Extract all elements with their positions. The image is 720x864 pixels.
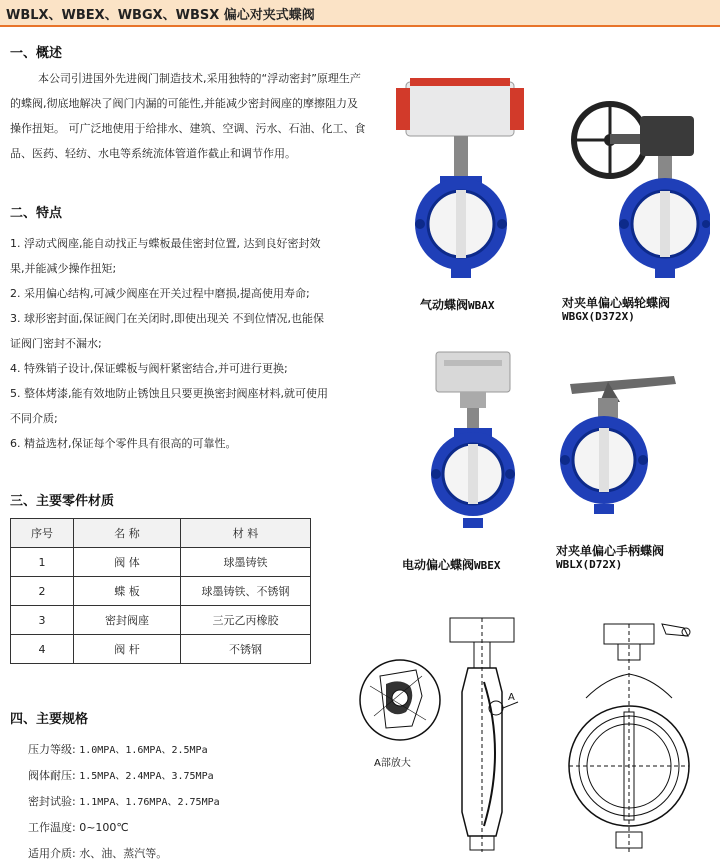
table-row (11, 577, 311, 606)
materials-title: 三、主要零件材质 (10, 494, 115, 509)
spec-seal-test (28, 793, 220, 809)
detail-a-drawing (356, 656, 446, 774)
product-model: WBEX (474, 559, 501, 572)
spec-pressure-class (28, 741, 208, 757)
spec-label: 压力等级: (28, 743, 76, 756)
overview-title: 一、概述 (10, 46, 63, 61)
specs-title: 四、主要规格 (10, 712, 89, 727)
cell-name: 阀 体 (74, 548, 181, 577)
page-header (0, 0, 720, 26)
hand-lever-valve-image (548, 368, 688, 524)
feature-line: 1. 浮动式阀座,能自动找正与蝶板最佳密封位置, 达到良好密封效 (10, 237, 321, 250)
feature-line: 3. 球形密封面,保证阀门在关闭时,即使出现关 不到位情况,也能保 (10, 312, 324, 325)
cell-material: 球墨铸铁 (181, 548, 311, 577)
cell-no: 2 (11, 577, 74, 606)
spec-value: 1.1MPA、1.76MPA、2.75MPa (79, 797, 220, 808)
product-name: 对夹单偏心手柄蝶阀 (556, 544, 665, 558)
features-list (10, 231, 382, 456)
feature-line: 5. 整体烤漆,能有效地防止锈蚀且只要更换密封阀座材料,就可使用 (10, 387, 328, 400)
cell-no: 3 (11, 606, 74, 635)
section-marker: A (508, 692, 515, 703)
cell-name: 蝶 板 (74, 577, 181, 606)
feature-line: 不同介质; (10, 412, 58, 425)
overview-line: 本公司引进国外先进阀门制造技术,采用独特的“浮动密封”原理生产 (38, 72, 361, 85)
spec-label: 密封试验: (28, 795, 76, 808)
product-caption-hand-lever (556, 544, 664, 572)
spec-label: 适用介质: (28, 847, 76, 860)
worm-gear-valve-image (570, 96, 710, 282)
product-model: WBAX (468, 299, 495, 312)
table-header-row (11, 519, 311, 548)
overview-line: 操作扭矩。 可广泛地使用于给排水、建筑、空调、污水、石油、化工、食 (10, 122, 366, 135)
feature-line: 2. 采用偏心结构,可减少阀座在开关过程中磨损,提高使用寿命; (10, 287, 310, 300)
spec-label: 工作温度: (28, 821, 76, 834)
pneumatic-valve-image (396, 72, 526, 282)
cell-name: 阀 杆 (74, 635, 181, 664)
spec-value: 水、油、蒸汽等。 (79, 847, 168, 860)
product-model: WBGX(D372X) (562, 310, 635, 323)
materials-table (10, 518, 311, 664)
feature-line: 6. 精益选材,保证每个零件具有很高的可靠性。 (10, 437, 237, 450)
spec-label: 阀体耐压: (28, 769, 76, 782)
cell-material: 不锈钢 (181, 635, 311, 664)
side-section-drawing (440, 612, 550, 860)
product-name: 气动蝶阀 (420, 298, 469, 312)
cell-material: 球墨铸铁、不锈钢 (181, 577, 311, 606)
product-caption-worm-gear (562, 296, 670, 324)
spec-media (28, 845, 167, 861)
electric-valve-image (420, 346, 530, 540)
feature-line: 果,并能减少操作扭矩; (10, 262, 117, 275)
spec-value: 1.5MPA、2.4MPA、3.75MPa (79, 771, 214, 782)
column-header-material: 材 料 (181, 519, 311, 548)
overview-text (10, 66, 382, 166)
product-model: WBLX(D72X) (556, 558, 623, 571)
header-underline (0, 25, 720, 27)
product-name: 电动偏心蝶阀 (402, 558, 475, 572)
spec-value: 0~100℃ (79, 821, 129, 834)
table-row (11, 548, 311, 577)
feature-line: 4. 特殊销子设计,保证蝶板与阀杆紧密结合,并可进行更换; (10, 362, 288, 375)
cell-material: 三元乙丙橡胶 (181, 606, 311, 635)
product-caption-pneumatic (420, 298, 495, 313)
column-header-name: 名 称 (74, 519, 181, 548)
spec-temperature (28, 819, 129, 835)
table-row (11, 606, 311, 635)
cell-no: 1 (11, 548, 74, 577)
front-view-drawing (566, 618, 706, 860)
features-title: 二、特点 (10, 206, 63, 221)
detail-label: A部放大 (374, 758, 411, 769)
product-name: 对夹单偏心蜗轮蝶阀 (562, 296, 671, 310)
overview-line: 的蝶阀,彻底地解决了阀门内漏的可能性,并能减少密封阀座的摩擦阻力及 (10, 97, 358, 110)
product-caption-electric (402, 558, 501, 573)
feature-line: 证阀门密封不漏水; (10, 337, 102, 350)
cell-no: 4 (11, 635, 74, 664)
table-row (11, 635, 311, 664)
overview-line: 品、医药、轻纺、水电等系统流体管道作截止和调节作用。 (10, 147, 296, 160)
page-title: WBLX、WBEX、WBGX、WBSX 偏心对夹式蝶阀 (6, 8, 315, 23)
column-header-no: 序号 (11, 519, 74, 548)
spec-value: 1.0MPA、1.6MPA、2.5MPa (79, 745, 208, 756)
spec-body-pressure (28, 767, 214, 783)
cell-name: 密封阀座 (74, 606, 181, 635)
